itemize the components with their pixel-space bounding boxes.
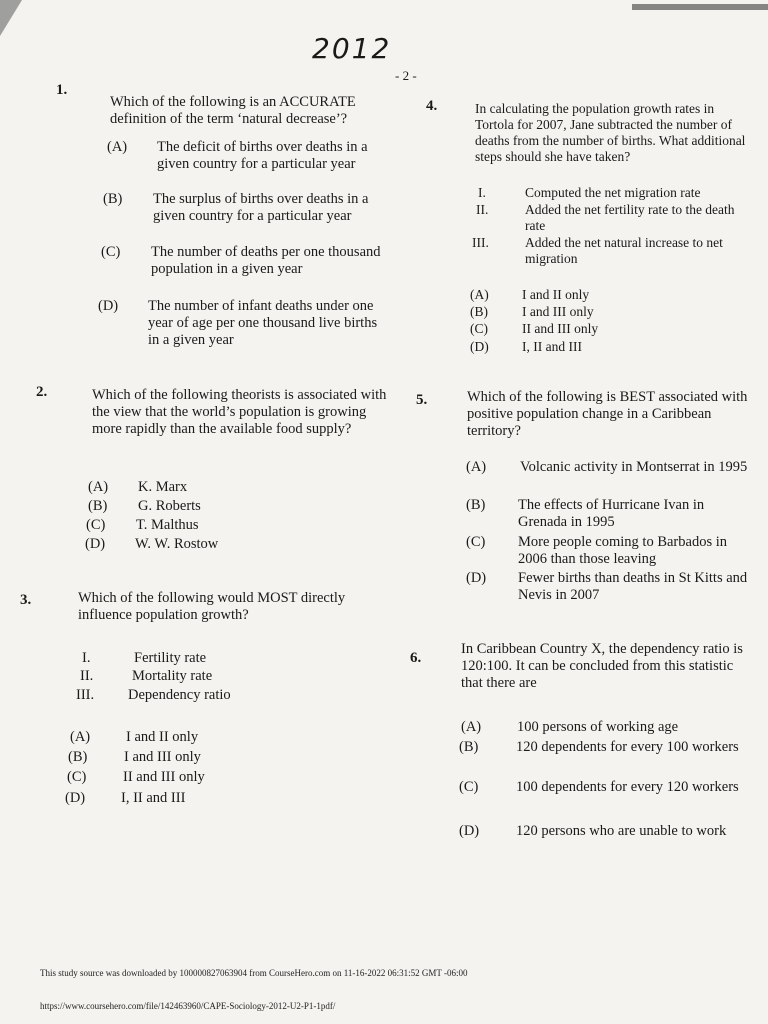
roman-statement [478,185,700,201]
option-text: Volcanic activity in Montserrat in 1995 [520,459,748,475]
option-text: I and III only [522,304,594,319]
option-text: 100 persons of working age [517,719,679,735]
option-label: (C) [459,779,479,795]
question-number: 3. [20,592,32,608]
option-label: (D) [470,339,489,354]
download-notice: This study source was downloaded by 100000827063904 from CourseHero.com on 11-16-2022 06:31:52 GMT -06:00 [40,968,468,978]
option-text: I and II only [522,287,590,302]
option-text: The surplus of births over deaths in a given country for a particular year [153,191,369,224]
option-label: (A) [466,459,487,475]
option-label: (C) [466,534,486,550]
roman-statement [82,650,206,667]
answer-option [466,459,756,476]
option-text: 120 persons who are unable to work [516,823,727,839]
answer-option [459,779,754,796]
option-label: (D) [85,536,106,552]
option-text: I, II and III [121,790,186,806]
roman-statement [476,202,748,234]
handwritten-year: 2012 [312,32,392,65]
option-label: (C) [101,244,121,260]
option-text: II and III only [123,769,205,785]
option-text: I, II and III [522,339,582,354]
answer-option [85,536,218,553]
option-label: (A) [107,139,128,155]
question-number: 5. [416,392,428,408]
option-text: 120 dependents for every 100 workers [516,739,739,755]
option-label: (B) [68,749,88,765]
question-number: 2. [36,384,48,400]
roman-statement [80,668,212,685]
page-number: - 2 - [395,68,417,83]
option-label: (B) [466,497,486,513]
question-number: 6. [410,650,422,666]
option-text: I and III only [124,749,201,765]
statement-text: Fertility rate [134,650,207,666]
option-label: (A) [70,729,91,745]
option-text: The deficit of births over deaths in a given country for a particular year [157,139,368,172]
answer-option [103,191,403,225]
option-label: (C) [86,517,106,533]
option-text: Fewer births than deaths in St Kitts and Nevis in 2007 [518,570,748,603]
option-text: The number of infant deaths under one year of age per one thousand live births in a given year [148,298,378,348]
scan-corner-mark [0,0,30,40]
answer-option [461,719,756,736]
option-text: II and III only [522,321,599,336]
statement-label: III. [76,687,95,703]
answer-option [101,244,401,278]
option-label: (C) [470,321,488,336]
option-text: The effects of Hurricane Ivan in Grenada in 1995 [518,497,705,530]
statement-text: Added the net fertility rate to the death rate [525,202,735,233]
option-label: (B) [470,304,488,319]
option-text: G. Roberts [138,498,201,514]
option-label: (B) [459,739,479,755]
roman-statement [472,235,748,267]
scan-edge-mark [632,4,768,10]
option-label: (C) [67,769,87,785]
statement-text: Mortality rate [132,668,213,684]
answer-option [107,139,407,173]
option-label: (A) [88,479,109,495]
answer-option [470,320,598,337]
answer-option [88,479,187,496]
question-stem: Which of the following theorists is associated with the view that the world’s population is growing more rapidly than the available food supply? [92,387,387,437]
question-stem: Which of the following would MOST directly influence population growth? [78,590,346,623]
answer-option [98,298,398,349]
option-label: (B) [103,191,123,207]
option-text: The number of deaths per one thousand population in a given year [151,244,381,277]
option-text: W. W. Rostow [135,536,219,552]
statement-label: II. [80,668,94,684]
option-text: 100 dependents for every 120 workers [516,779,739,795]
statement-text: Dependency ratio [128,687,231,703]
source-url[interactable]: https://www.coursehero.com/file/142463960/CAPE-Sociology-2012-U2-P1-1pdf/ [40,1001,336,1011]
answer-option [88,498,201,515]
option-label: (D) [65,790,86,806]
statement-label: I. [82,650,91,666]
roman-statement [76,687,231,704]
question-stem: In Caribbean Country X, the dependency ratio is 120:100. It can be concluded from this statistic that there are [461,641,743,691]
option-text: K. Marx [138,479,188,495]
question-stem: Which of the following is an ACCURATE definition of the term ‘natural decrease’? [110,94,356,127]
option-label: (A) [470,287,489,302]
answer-option [466,497,756,531]
option-label: (D) [459,823,480,839]
answer-option [86,517,199,534]
option-label: (D) [466,570,487,586]
answer-option [70,729,198,746]
question-number: 1. [56,82,68,98]
answer-option [459,823,754,840]
option-label: (A) [461,719,482,735]
statement-text: Computed the net migration rate [525,185,701,200]
statement-label: III. [472,235,489,250]
answer-option [466,570,756,604]
question-stem: In calculating the population growth rates in Tortola for 2007, Jane subtracted the number of deaths from the number of births. What additional steps should she have taken? [475,101,746,164]
question-stem: Which of the following is BEST associated with positive population change in a Caribbean territory? [467,389,748,439]
statement-text: Added the net natural increase to net migration [525,235,723,266]
statement-label: II. [476,202,489,217]
answer-option [466,534,756,568]
answer-option [65,790,185,807]
option-text: I and II only [126,729,199,745]
answer-option [470,286,589,303]
question-number: 4. [426,98,438,114]
answer-option [67,769,205,786]
option-label: (D) [98,298,119,314]
answer-option [470,338,582,355]
option-text: T. Malthus [136,517,199,533]
answer-option [470,303,594,320]
statement-label: I. [478,185,486,200]
answer-option [459,739,754,756]
option-label: (B) [88,498,108,514]
option-text: More people coming to Barbados in 2006 than those leaving [518,534,727,567]
answer-option [68,749,201,766]
